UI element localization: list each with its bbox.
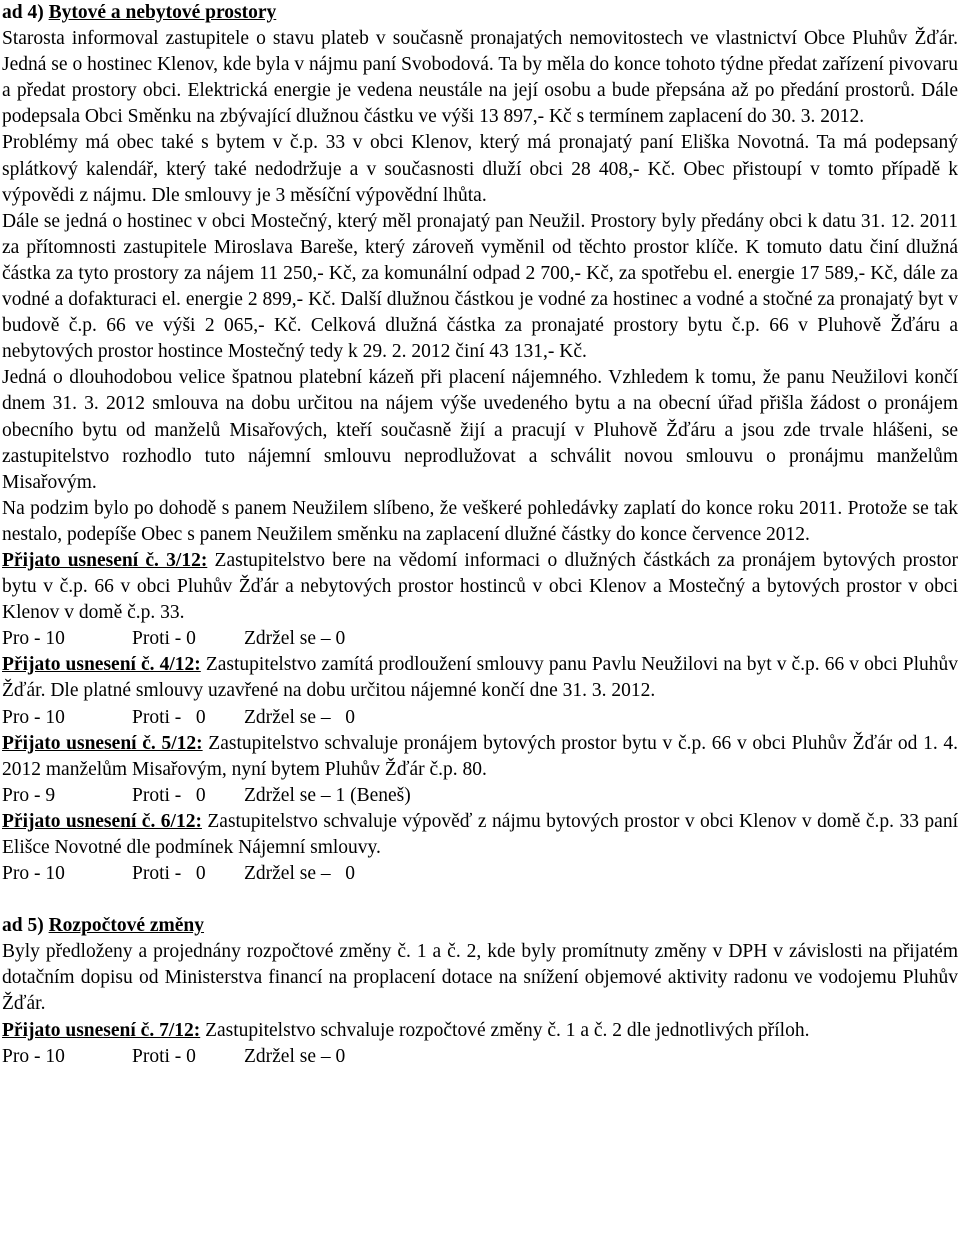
vote-result [2, 861, 958, 887]
section-5-heading [2, 913, 958, 939]
vote-result [2, 783, 958, 809]
paragraph: Starosta informoval zastupitele o stavu plateb v současně pronajatých nemovitostech ve vlastnictví Obce Pluhův Žďár. Jedná se o hostinec Klenov, kde byla v nájmu paní Svobodová. Ta by měla do konce tohoto týdne předat zařízení pivovaru a předat prostory obci. Elektrická energie je vedena neustále na její osobu a bude přepsána až po předání prostorů. Dále podepsala Obci Směnku na zbývající dlužnou částku ve výši 13 897,- Kč s termínem zaplacení do 30. 3. 2012. [2, 28, 958, 128]
vote-for: Pro - 9 [2, 784, 56, 806]
paragraph: Jedná o dlouhodobou velice špatnou platební kázeň při placení nájemného. Vzhledem k tomu, že panu Neužilovi končí dnem 31. 3. 2012 smlouva na dobu určitou na nájem výše uvedeného bytu a na obecní úřad přišla žádost o pronájem obecního bytu od manželů Misařových, kteří současně žijí a pracují v Pluhově Žďáru a jsou zde trvale hlášeni, se zastupitelstvo rozhodlo tuto nájemní smlouvu neprodlužovat a schválit novou smlouvu o pronájmu manželům Misařovým. [2, 367, 958, 493]
vote-result [2, 626, 958, 652]
paragraph: Na podzim bylo po dohodě s panem Neužilem slíbeno, že veškeré pohledávky zaplatí do konce roku 2011. Protože se tak nestalo, podepíše Obec s panem Neužilem směnku na zaplacení dlužné částky do konce července 2012. [2, 497, 958, 545]
section-4-heading [2, 0, 958, 26]
section-4-prefix: ad 4) [2, 2, 44, 23]
vote-abstain: Zdržel se – 0 [244, 863, 356, 885]
paragraph: Byly předloženy a projednány rozpočtové změny č. 1 a č. 2, kde byly promítnuty změny v DPH v závislosti na přijatém dotačním dopisu od Ministerstva financí na proplacení dotace na snížení objemové aktivity radonu ve vodojemu Pluhův Žďár. [2, 941, 958, 1015]
resolution-label: Přijato usnesení č. 4/12: [2, 654, 201, 676]
vote-for: Pro - 10 [2, 628, 65, 650]
resolution-label: Přijato usnesení č. 7/12: [2, 1019, 201, 1041]
vote-abstain: Zdržel se – 0 [244, 1045, 346, 1067]
vote-abstain: Zdržel se – 1 (Beneš) [244, 784, 411, 806]
resolution-label: Přijato usnesení č. 6/12: [2, 810, 202, 832]
resolution-label: Přijato usnesení č. 5/12: [2, 732, 203, 754]
section-4-title: Bytové a nebytové prostory [48, 2, 277, 23]
vote-for: Pro - 10 [2, 706, 65, 728]
vote-abstain: Zdržel se – 0 [244, 628, 346, 650]
vote-abstain: Zdržel se – 0 [244, 706, 356, 728]
vote-against: Proti - 0 [132, 1045, 196, 1067]
resolution-4-12 [2, 652, 958, 704]
paragraph: Problémy má obec také s bytem v č.p. 33 v obci Klenov, který má pronajatý paní Eliška Novotná. Ta má podepsaný splátkový kalendář, který také nedodržuje a v současnosti dluží obci 28 408,- Kč. Obec přistoupí v tomto případě k výpovědi z nájmu. Dle smlouvy je 3 měsíční výpovědní lhůta. [2, 132, 958, 206]
resolution-text: Zastupitelstvo schvaluje rozpočtové změny č. 1 a č. 2 dle jednotlivých příloh. [200, 1019, 810, 1041]
resolution-3-12 [2, 548, 958, 626]
vote-against: Proti - 0 [132, 706, 206, 728]
vote-result [2, 705, 958, 731]
vote-for: Pro - 10 [2, 1045, 65, 1067]
vote-against: Proti - 0 [132, 784, 206, 806]
vote-against: Proti - 0 [132, 628, 196, 650]
resolution-text: Zastupitelstvo schvaluje výpověď z nájmu bytových prostor v obci Klenov v domě č.p. 33 paní Elišce Novotné dle podmínek Nájemní smlouvy. [2, 810, 958, 858]
resolution-text: Zastupitelstvo zamítá prodloužení smlouvy panu Pavlu Neužilovi na byt v č.p. 66 v obci Pluhův Žďár. Dle platné smlouvy uzavřené na dobu určitou nájemné končí dne 31. 3. 2012. [2, 654, 958, 702]
section-5-title: Rozpočtové změny [48, 915, 205, 937]
vote-for: Pro - 10 [2, 863, 65, 885]
vote-result [2, 1044, 958, 1070]
vote-against: Proti - 0 [132, 863, 206, 885]
section-5-prefix: ad 5) [2, 915, 44, 937]
paragraph: Dále se jedná o hostinec v obci Mostečný, který měl pronajatý pan Neužil. Prostory byly předány obci k datu 31. 12. 2011 za přítomnosti zastupitele Miroslava Bareše, který zároveň vyměnil od těchto prostor klíče. K tomuto datu činí dlužná částka za tyto prostory za nájem 11 250,- Kč, za komunální odpad 2 700,- Kč, za spotřebu el. energie 17 589,- Kč, dále za vodné a dofakturaci el. energie 2 899,- Kč. Další dlužnou částkou je vodné za hostinec a vodné a stočné za pronajatý byt v budově č.p. 66 ve výši 2 065,- Kč. Celková dlužná částka za pronajaté prostory bytu č.p. 66 v Pluhově Žďáru a nebytových prostor hostince Mostečný tedy k 29. 2. 2012 činí 43 131,- Kč. [2, 210, 958, 363]
section-gap [2, 887, 958, 913]
resolution-label: Přijato usnesení č. 3/12: [2, 549, 208, 571]
resolution-5-12 [2, 731, 958, 783]
resolution-text: Zastupitelstvo bere na vědomí informaci o dlužných částkách za pronájem bytových prostor bytu v č.p. 66 v obci Pluhův Žďár a nebytových prostor hostinců v obci Klenov a Mostečný a bytových prostor v obci Klenov v domě č.p. 33. [2, 549, 958, 624]
resolution-7-12 [2, 1018, 958, 1044]
resolution-6-12 [2, 809, 958, 861]
resolution-text: Zastupitelstvo schvaluje pronájem bytových prostor bytu v č.p. 66 v obci Pluhův Žďár od 1. 4. 2012 manželům Misařovým, nyní bytem Pluhův Žďár č.p. 80. [2, 732, 958, 780]
